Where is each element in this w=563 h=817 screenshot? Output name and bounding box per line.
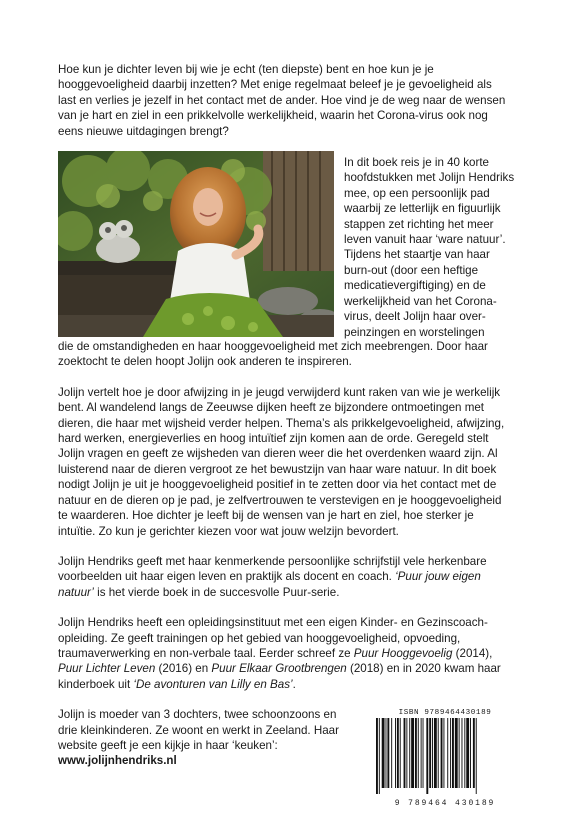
barcode-bar [429, 718, 431, 788]
institute-text-d: (2018) en in 2020 kwam haar kinderboek uit [58, 662, 501, 691]
barcode-bar [382, 718, 385, 788]
photo-section [58, 151, 513, 339]
themes-paragraph: Jolijn vertelt hoe je door afwijzing in je jeugd verwijderd kunt raken van wie je werkelijk bent. Al wandelend langs de Zeeuwse dijken heeft ze bijzondere ontmoetingen met dieren, die haar met wijsheid verder helpen. Thema’s als prikkelgevoeligheid, afwijzing, hard werken, energieverlies en hoog intuïtief zijn komen aan de orde. Geregeld stelt Jolijn vragen en geeft ze wijsheden van dieren weer die het overdenken waard zijn. Al luisterend naar de dieren vergroot ze het bewustzijn van haar ware natuur. In dit boek nodigt Jolijn je uit je hooggevoeligheid positief in te zetten door via het contact met de natuur en de dieren op je pad, je zelfvertrouwen te verstevigen en je hooggevoeligheid te waarderen. Hoe dichter je leeft bij de wensen van je hart en ziel, hoe sterker je intuïtie. Zo kun je gerichter kiezen voor wat jouw welzijn bevordert. [58, 385, 505, 538]
intro-paragraph: Hoe kun je dichter leven bij wie je echt (ten diepste) bent en hoe kun je je hooggevoeligheid daarbij inzetten? Met enige regelmaat beleef je je gevoeligheid als last en verlies je jezelf in het contact met de ander. Hoe vind je de weg naar de wensen van je hart en ziel in een prikkelvolle werkelijkheid, waarin het Corona-virus ook nog eens nieuwe uitdagingen brengt? [58, 63, 506, 138]
barcode-bars [370, 718, 520, 794]
institute-text-a: Jolijn Hendriks heeft een opleidingsinstituut met een eigen Kinder- en Gezinscoach-opleiding. Ze geeft trainingen op het gebied van hooggevoeligheid, opvoeding, traumaverwerking en non-verbale taal. Eerder schreef ze [58, 616, 488, 660]
barcode-bar [376, 718, 378, 794]
isbn-label: ISBN 9789464430189 [398, 709, 492, 718]
barcode-bar [464, 718, 465, 788]
bottom-section [58, 707, 513, 817]
barcode-bar [438, 718, 439, 788]
barcode-bar [406, 718, 407, 788]
barcode-bar [432, 718, 433, 788]
barcode-bar [391, 718, 392, 788]
barcode-bar [455, 718, 458, 788]
barcode-bar [426, 718, 428, 794]
back-cover [58, 62, 513, 817]
barcode-bar [421, 718, 422, 788]
photo-continuation: die de omstandigheden en haar hooggevoeligheid met zich meebrengen. Door haar zoektocht te delen hoopt Jolijn ook anderen te inspireren. [58, 340, 488, 369]
institute-paragraph [58, 615, 513, 692]
barcode-bar [462, 718, 463, 788]
barcode-bar [466, 718, 469, 788]
book-title: ‘Puur jouw eigen natuur’ [58, 570, 481, 599]
barcode-bar [470, 718, 471, 788]
barcode-bar [443, 718, 444, 788]
isbn-digits: 9 789464 430189 [394, 798, 496, 808]
institute-text-e: . [292, 677, 296, 691]
barcode-bar [434, 718, 437, 788]
style-paragraph [58, 554, 513, 600]
barcode-bar [386, 718, 387, 788]
barcode-bar [411, 718, 414, 788]
barcode-bar [452, 718, 454, 788]
contact-block [58, 707, 358, 769]
barcode-bar [395, 718, 396, 788]
author-photo [58, 151, 334, 337]
barcode-bar [476, 718, 477, 794]
book-lilly-en-bas: ‘De avonturen van Lilly en Bas’ [133, 677, 293, 691]
barcode-bar [400, 718, 401, 788]
barcode-bar [379, 718, 380, 794]
photo-side-text: In dit boek reis je in 40 korte hoofdstukken met Jolijn Hendriks mee, op een persoonlijk pad waarbij ze letterlijk en figuurlijk stappen zet richting het meer leven vanuit haar ‘ware natuur’. Tijdens het staartje van haar burn-out (door een heftige medicatievergiftiging) en de werkelijkheid van het Corona-virus, deelt Jolijn haar over-peinzingen en worstelingen [344, 156, 515, 339]
barcode-bar [450, 718, 451, 788]
barcode-bar [418, 718, 419, 788]
barcode-bar [387, 718, 389, 788]
institute-text-b: (2014), [452, 646, 493, 660]
isbn-barcode [370, 709, 520, 808]
barcode-bar [423, 718, 424, 788]
book-puur-elkaar-grootbrengen: Puur Elkaar Grootbrengen [211, 662, 347, 676]
book-puur-lichter-leven: Puur Lichter Leven [58, 662, 156, 676]
institute-text-c: (2016) en [155, 662, 212, 676]
barcode-bar [397, 718, 399, 788]
barcode-bar [473, 718, 475, 788]
website-link[interactable]: www.jolijnhendriks.nl [58, 754, 177, 768]
barcode-bar [441, 718, 443, 788]
style-text: Jolijn Hendriks geeft met haar kenmerkende persoonlijke schrijfstijl vele herkenbare voorbeelden uit haar eigen leven en praktijk als docent en coach. [58, 554, 487, 584]
barcode-bar [404, 718, 406, 788]
contact-text: Jolijn is moeder van 3 dochters, twee schoonzoons en drie kleinkinderen. Ze woont en werkt in Zeeland. Haar website geeft je een kijkje in haar ‘keuken’: [58, 708, 339, 752]
book-puur-hooggevoelig: Puur Hooggevoelig [353, 646, 453, 660]
barcode-bar [415, 718, 417, 788]
barcode-bar [409, 718, 410, 788]
style-text-end: is het vierde boek in de succesvolle Puur-serie. [93, 585, 340, 599]
barcode-bar [459, 718, 460, 788]
barcode-bar [447, 718, 448, 788]
